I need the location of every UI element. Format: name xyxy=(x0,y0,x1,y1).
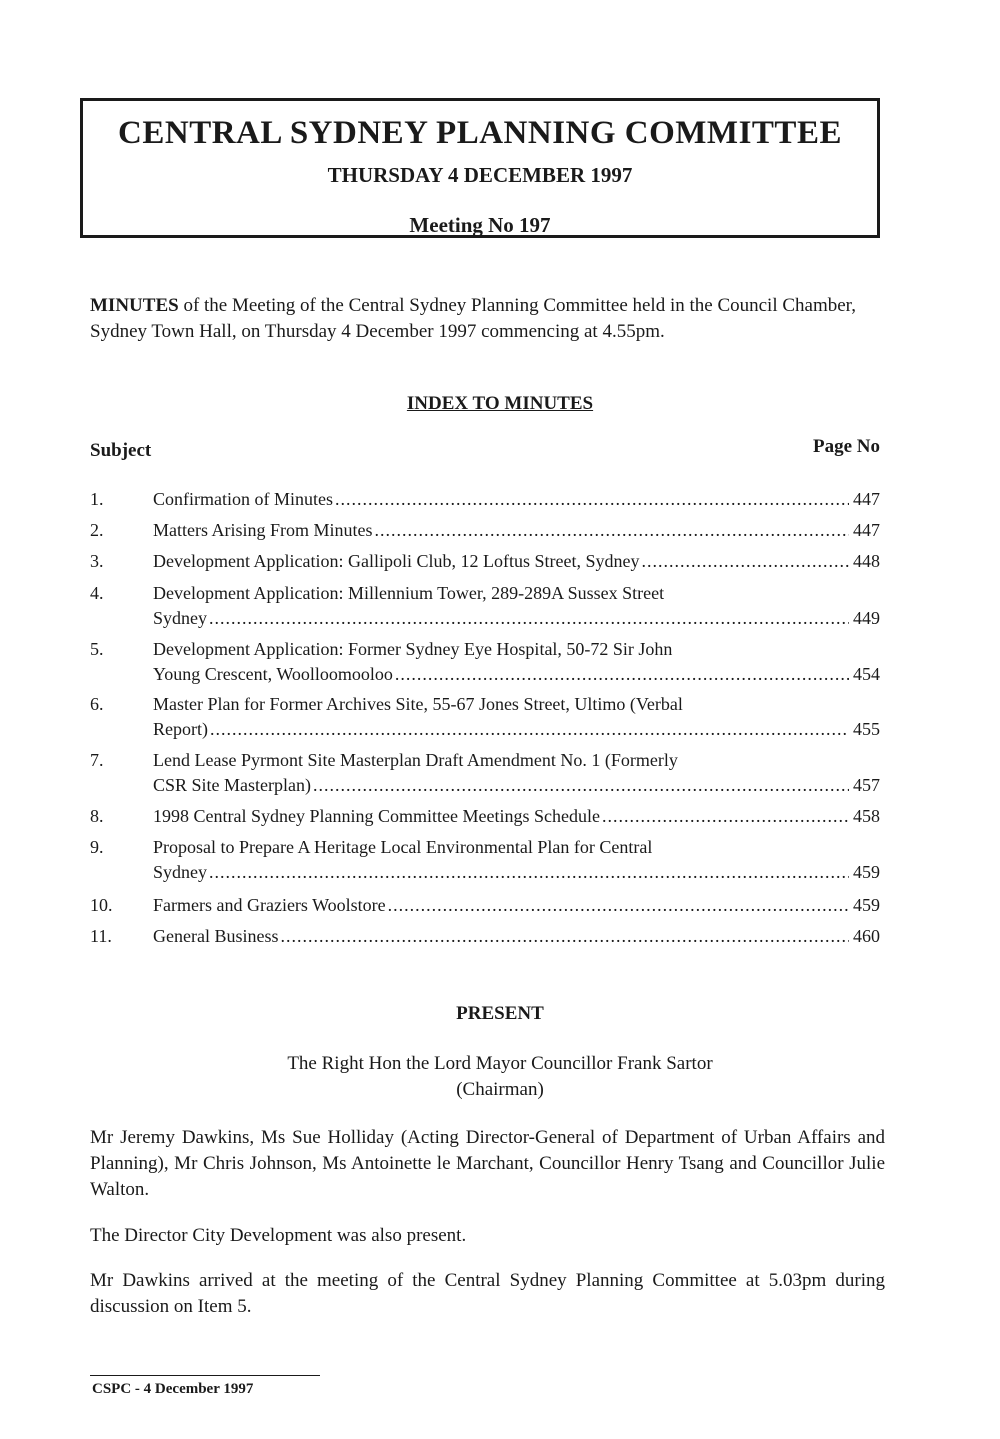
index-item-title: Lend Lease Pyrmont Site Masterplan Draft Amendment No. 1 (Formerly xyxy=(153,750,678,770)
chairman-block xyxy=(0,1051,1000,1103)
leader-dots xyxy=(210,717,849,742)
index-item-number: 3. xyxy=(90,551,104,571)
index-item-number: 10. xyxy=(90,895,113,915)
index-item-title: Farmers and Graziers Woolstore xyxy=(153,895,386,915)
index-item-title: 1998 Central Sydney Planning Committee Meetings Schedule xyxy=(153,806,600,826)
leader-dots xyxy=(209,606,849,631)
director-paragraph: The Director City Development was also present. xyxy=(90,1225,467,1246)
index-item-number: 1. xyxy=(90,489,104,509)
leader-dots xyxy=(280,924,849,949)
leader-dots xyxy=(388,893,849,918)
leader-dots xyxy=(641,549,849,574)
leader-dots xyxy=(335,487,849,512)
index-item-page: 447 xyxy=(853,489,880,509)
index-item-title-cont: Report) xyxy=(153,719,208,739)
index-item-title-cont: Sydney xyxy=(153,608,207,628)
chairman-name: The Right Hon the Lord Mayor Councillor Frank Sartor xyxy=(287,1053,713,1074)
present-heading: PRESENT xyxy=(456,1003,544,1024)
index-item-title: Matters Arising From Minutes xyxy=(153,520,373,540)
leader-dots xyxy=(395,662,849,687)
meeting-date: THURSDAY 4 DECEMBER 1997 xyxy=(327,163,633,187)
index-item-number: 7. xyxy=(90,750,104,770)
index-item-number: 8. xyxy=(90,806,104,826)
index-item-title: Confirmation of Minutes xyxy=(153,489,333,509)
leader-dots xyxy=(313,773,849,798)
index-item-page: 449 xyxy=(853,608,880,628)
index-item-page: 460 xyxy=(853,926,880,946)
index-item-page: 459 xyxy=(853,862,880,882)
index-item-page: 459 xyxy=(853,895,880,915)
chairman-role: (Chairman) xyxy=(456,1079,544,1100)
index-item-number: 5. xyxy=(90,639,104,659)
index-item-page: 455 xyxy=(853,719,880,739)
index-item-title: Development Application: Gallipoli Club, 12 Loftus Street, Sydney xyxy=(153,551,640,571)
intro-lead: MINUTES xyxy=(90,295,179,316)
index-item-number: 4. xyxy=(90,583,104,603)
page-column-label: Page No xyxy=(812,436,880,457)
intro-text: of the Meeting of the Central Sydney Planning Committee held in the Council Chamber, Sydney Town Hall, on Thursday 4 December 1997 commencing at 4.55pm. xyxy=(90,295,856,342)
index-item-title: General Business xyxy=(153,926,279,946)
members-paragraph: Mr Jeremy Dawkins, Ms Sue Holliday (Acting Director-General of Department of Urban Affairs and Planning), Mr Chris Johnson, Ms Antoinette le Marchant, Councillor Henry Tsang and Councillor Julie Walton. xyxy=(90,1127,885,1200)
index-item-page: 447 xyxy=(853,520,880,540)
footer-rule xyxy=(90,1375,320,1376)
intro-paragraph xyxy=(90,293,890,345)
index-item-title: Master Plan for Former Archives Site, 55-67 Jones Street, Ultimo (Verbal xyxy=(153,694,683,714)
footer-text: CSPC - 4 December 1997 xyxy=(92,1381,254,1397)
index-item-page: 458 xyxy=(853,806,880,826)
index-item-title: Development Application: Millennium Tower, 289-289A Sussex Street xyxy=(153,583,665,603)
index-item-page: 448 xyxy=(853,551,880,571)
index-item-number: 6. xyxy=(90,694,104,714)
leader-dots xyxy=(209,860,849,885)
index-item-title-cont: Sydney xyxy=(153,862,207,882)
index-item-page: 454 xyxy=(853,664,880,684)
leader-dots xyxy=(375,518,850,543)
committee-title: CENTRAL SYDNEY PLANNING COMMITTEE xyxy=(118,115,842,151)
index-item-number: 9. xyxy=(90,837,104,857)
index-item-title-cont: Young Crescent, Woolloomooloo xyxy=(153,664,393,684)
index-heading: INDEX TO MINUTES xyxy=(406,393,594,414)
index-item-title: Development Application: Former Sydney Eye Hospital, 50-72 Sir John xyxy=(153,639,673,659)
index-item-number: 2. xyxy=(90,520,104,540)
meeting-number: Meeting No 197 xyxy=(409,213,551,237)
index-item-title: Proposal to Prepare A Heritage Local Environmental Plan for Central xyxy=(153,837,653,857)
index-item-page: 457 xyxy=(853,775,880,795)
title-box xyxy=(80,98,880,238)
index-item-number: 11. xyxy=(90,926,112,946)
index-item-title-cont: CSR Site Masterplan) xyxy=(153,775,311,795)
arrival-paragraph: Mr Dawkins arrived at the meeting of the Central Sydney Planning Committee at 5.03pm during discussion on Item 5. xyxy=(90,1270,885,1317)
subject-column-label: Subject xyxy=(90,440,152,461)
leader-dots xyxy=(602,804,849,829)
